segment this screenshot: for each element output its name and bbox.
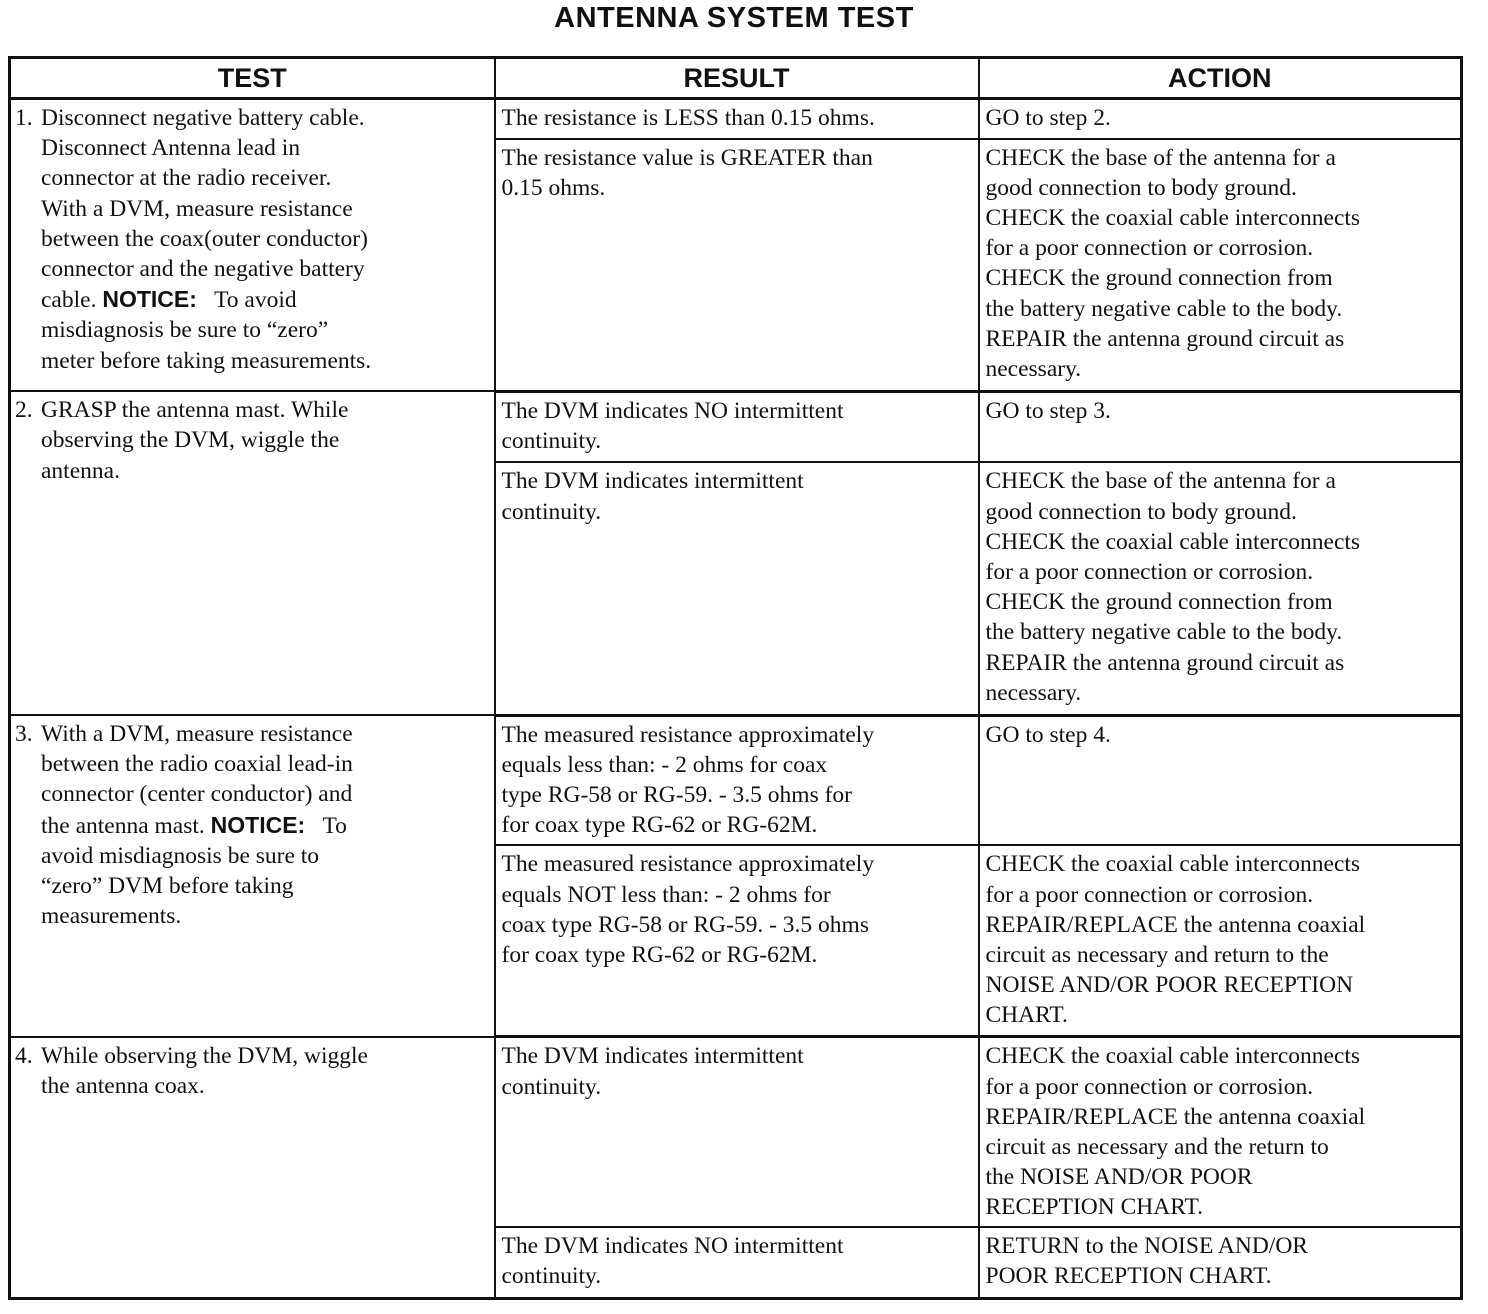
action-line: REPAIR/REPLACE the antenna coaxial [985,1103,1366,1130]
test-line: connector (center conductor) and [41,781,353,808]
test-line: GRASP the antenna mast. While [41,397,349,424]
test-line: avoid misdiagnosis be sure to [41,842,320,869]
action-line: REPAIR the antenna ground circuit as [985,325,1345,352]
action-line: CHECK the coaxial cable interconnects [985,528,1361,555]
table-row [10,99,1462,139]
test-description [15,1041,488,1101]
test-line: With a DVM, measure resistance [41,721,353,748]
result-line: continuity. [501,1263,602,1290]
test-line: between the coax(outer conductor) [41,225,368,252]
result-line: type RG-58 or RG-59. - 3.5 ohms for [501,781,853,808]
notice-label: NOTICE: [210,811,306,838]
action-line: necessary. [985,356,1082,383]
test-line: antenna. [41,457,120,484]
step-number: 4. [15,1042,33,1069]
result-line: continuity. [501,1073,602,1100]
test-description [15,395,488,486]
action-line: CHECK the coaxial cable interconnects [985,205,1361,231]
action-line: REPAIR/REPLACE the antenna coaxial [985,911,1366,938]
page-title: ANTENNA SYSTEM TEST [554,2,914,34]
test-line-with-notice [41,284,488,315]
test-line: meter before taking measurements. [41,347,372,374]
table-row [10,1037,1462,1227]
test-line: measurements. [41,903,182,930]
action-line: for a poor connection or corrosion. [985,235,1314,262]
table-row [10,715,1462,845]
test-cell [10,99,495,392]
test-line: connector and the negative battery [41,256,365,283]
result-line: The measured resistance approximately [501,851,875,878]
result-line: continuity. [501,498,602,525]
test-text: To [322,812,347,839]
notice-label: NOTICE: [102,286,197,313]
action-cell [979,715,1462,845]
action-line: circuit as necessary and the return to [985,1133,1329,1160]
action-line: the battery negative cable to the body. [985,619,1343,646]
action-cell [979,462,1462,715]
action-cell [979,391,1462,462]
action-line: CHECK the coaxial cable interconnects [985,851,1361,878]
test-line-with-notice [41,810,488,841]
result-line: for coax type RG-62 or RG-62M. [501,941,818,968]
test-line: connector at the radio receiver. [41,165,332,192]
action-line: the battery negative cable to the body. [985,295,1343,322]
result-line: for coax type RG-62 or RG-62M. [501,812,818,839]
test-description [15,719,488,931]
action-line: good connection to body ground. [985,174,1297,201]
action-line: CHECK the ground connection from [985,265,1333,292]
test-line: misdiagnosis be sure to “zero” [41,317,329,344]
test-cell [10,1037,495,1299]
result-line: The DVM indicates NO intermittent [501,1233,844,1260]
action-line: NOISE AND/OR POOR RECEPTION [985,972,1354,999]
antenna-test-table [8,56,1463,1300]
action-line: CHECK the base of the antenna for a [985,144,1336,171]
test-line: Disconnect Antenna lead in [41,135,301,162]
action-line: good connection to body ground. [985,498,1297,525]
step-number: 3. [15,721,33,748]
test-line: Disconnect negative battery cable. [41,105,365,131]
test-line: the antenna coax. [41,1073,205,1099]
test-line: observing the DVM, wiggle the [41,427,340,454]
action-line: CHECK the base of the antenna for a [985,468,1336,495]
step-number: 2. [15,397,33,424]
action-line: CHART. [985,1002,1068,1029]
result-cell [495,99,979,139]
table-body [10,99,1462,1299]
result-cell [495,1227,979,1298]
test-text: cable. [41,287,97,314]
test-line: “zero” DVM before taking [41,873,294,900]
result-line: equals less than: - 2 ohms for coax [501,751,828,778]
test-cell [10,715,495,1037]
action-cell [979,139,1462,392]
action-line: GO to step 4. [985,721,1111,748]
action-line: GO to step 3. [985,397,1111,424]
action-line: the NOISE AND/OR POOR [985,1164,1253,1191]
result-column-header: RESULT [495,58,979,99]
test-description [15,103,488,376]
action-line: for a poor connection or corrosion. [985,559,1314,585]
result-line: continuity. [501,427,602,454]
result-cell [495,845,979,1036]
result-cell [495,1037,979,1227]
result-line: The resistance is LESS than 0.15 ohms. [501,105,875,131]
result-line: equals NOT less than: - 2 ohms for [501,881,831,908]
action-line: POOR RECEPTION CHART. [985,1263,1272,1290]
result-cell [495,715,979,845]
action-column-header: ACTION [979,58,1462,99]
result-line: The DVM indicates NO intermittent [501,397,844,424]
action-line: REPAIR the antenna ground circuit as [985,649,1345,676]
result-line: coax type RG-58 or RG-59. - 3.5 ohms [501,911,869,938]
action-line: CHECK the coaxial cable interconnects [985,1043,1361,1070]
action-cell [979,1227,1462,1298]
test-text: the antenna mast. [41,812,205,839]
result-line: The resistance value is GREATER than [501,144,873,171]
result-line: The DVM indicates intermittent [501,1043,804,1070]
result-line: 0.15 ohms. [501,174,606,201]
result-line: The DVM indicates intermittent [501,468,804,495]
test-column-header: TEST [10,58,495,99]
action-line: for a poor connection or corrosion. [985,881,1314,908]
test-line: While observing the DVM, wiggle [41,1042,368,1069]
action-line: circuit as necessary and return to the [985,941,1329,968]
table-row [10,391,1462,462]
action-line: necessary. [985,679,1082,706]
action-line: RECEPTION CHART. [985,1194,1203,1221]
action-cell [979,99,1462,139]
header-row [10,58,1462,99]
test-text: To avoid [214,287,297,314]
action-line: CHECK the ground connection from [985,589,1333,616]
result-cell [495,139,979,392]
step-number: 1. [15,105,33,131]
action-cell [979,1037,1462,1227]
test-cell [10,391,495,715]
action-line: GO to step 2. [985,105,1111,131]
result-cell [495,391,979,462]
test-line: With a DVM, measure resistance [41,195,353,222]
action-cell [979,845,1462,1036]
action-line: for a poor connection or corrosion. [985,1073,1314,1100]
test-line: between the radio coaxial lead-in [41,751,353,778]
result-line: The measured resistance approximately [501,721,875,748]
result-cell [495,462,979,715]
action-line: RETURN to the NOISE AND/OR [985,1233,1308,1260]
